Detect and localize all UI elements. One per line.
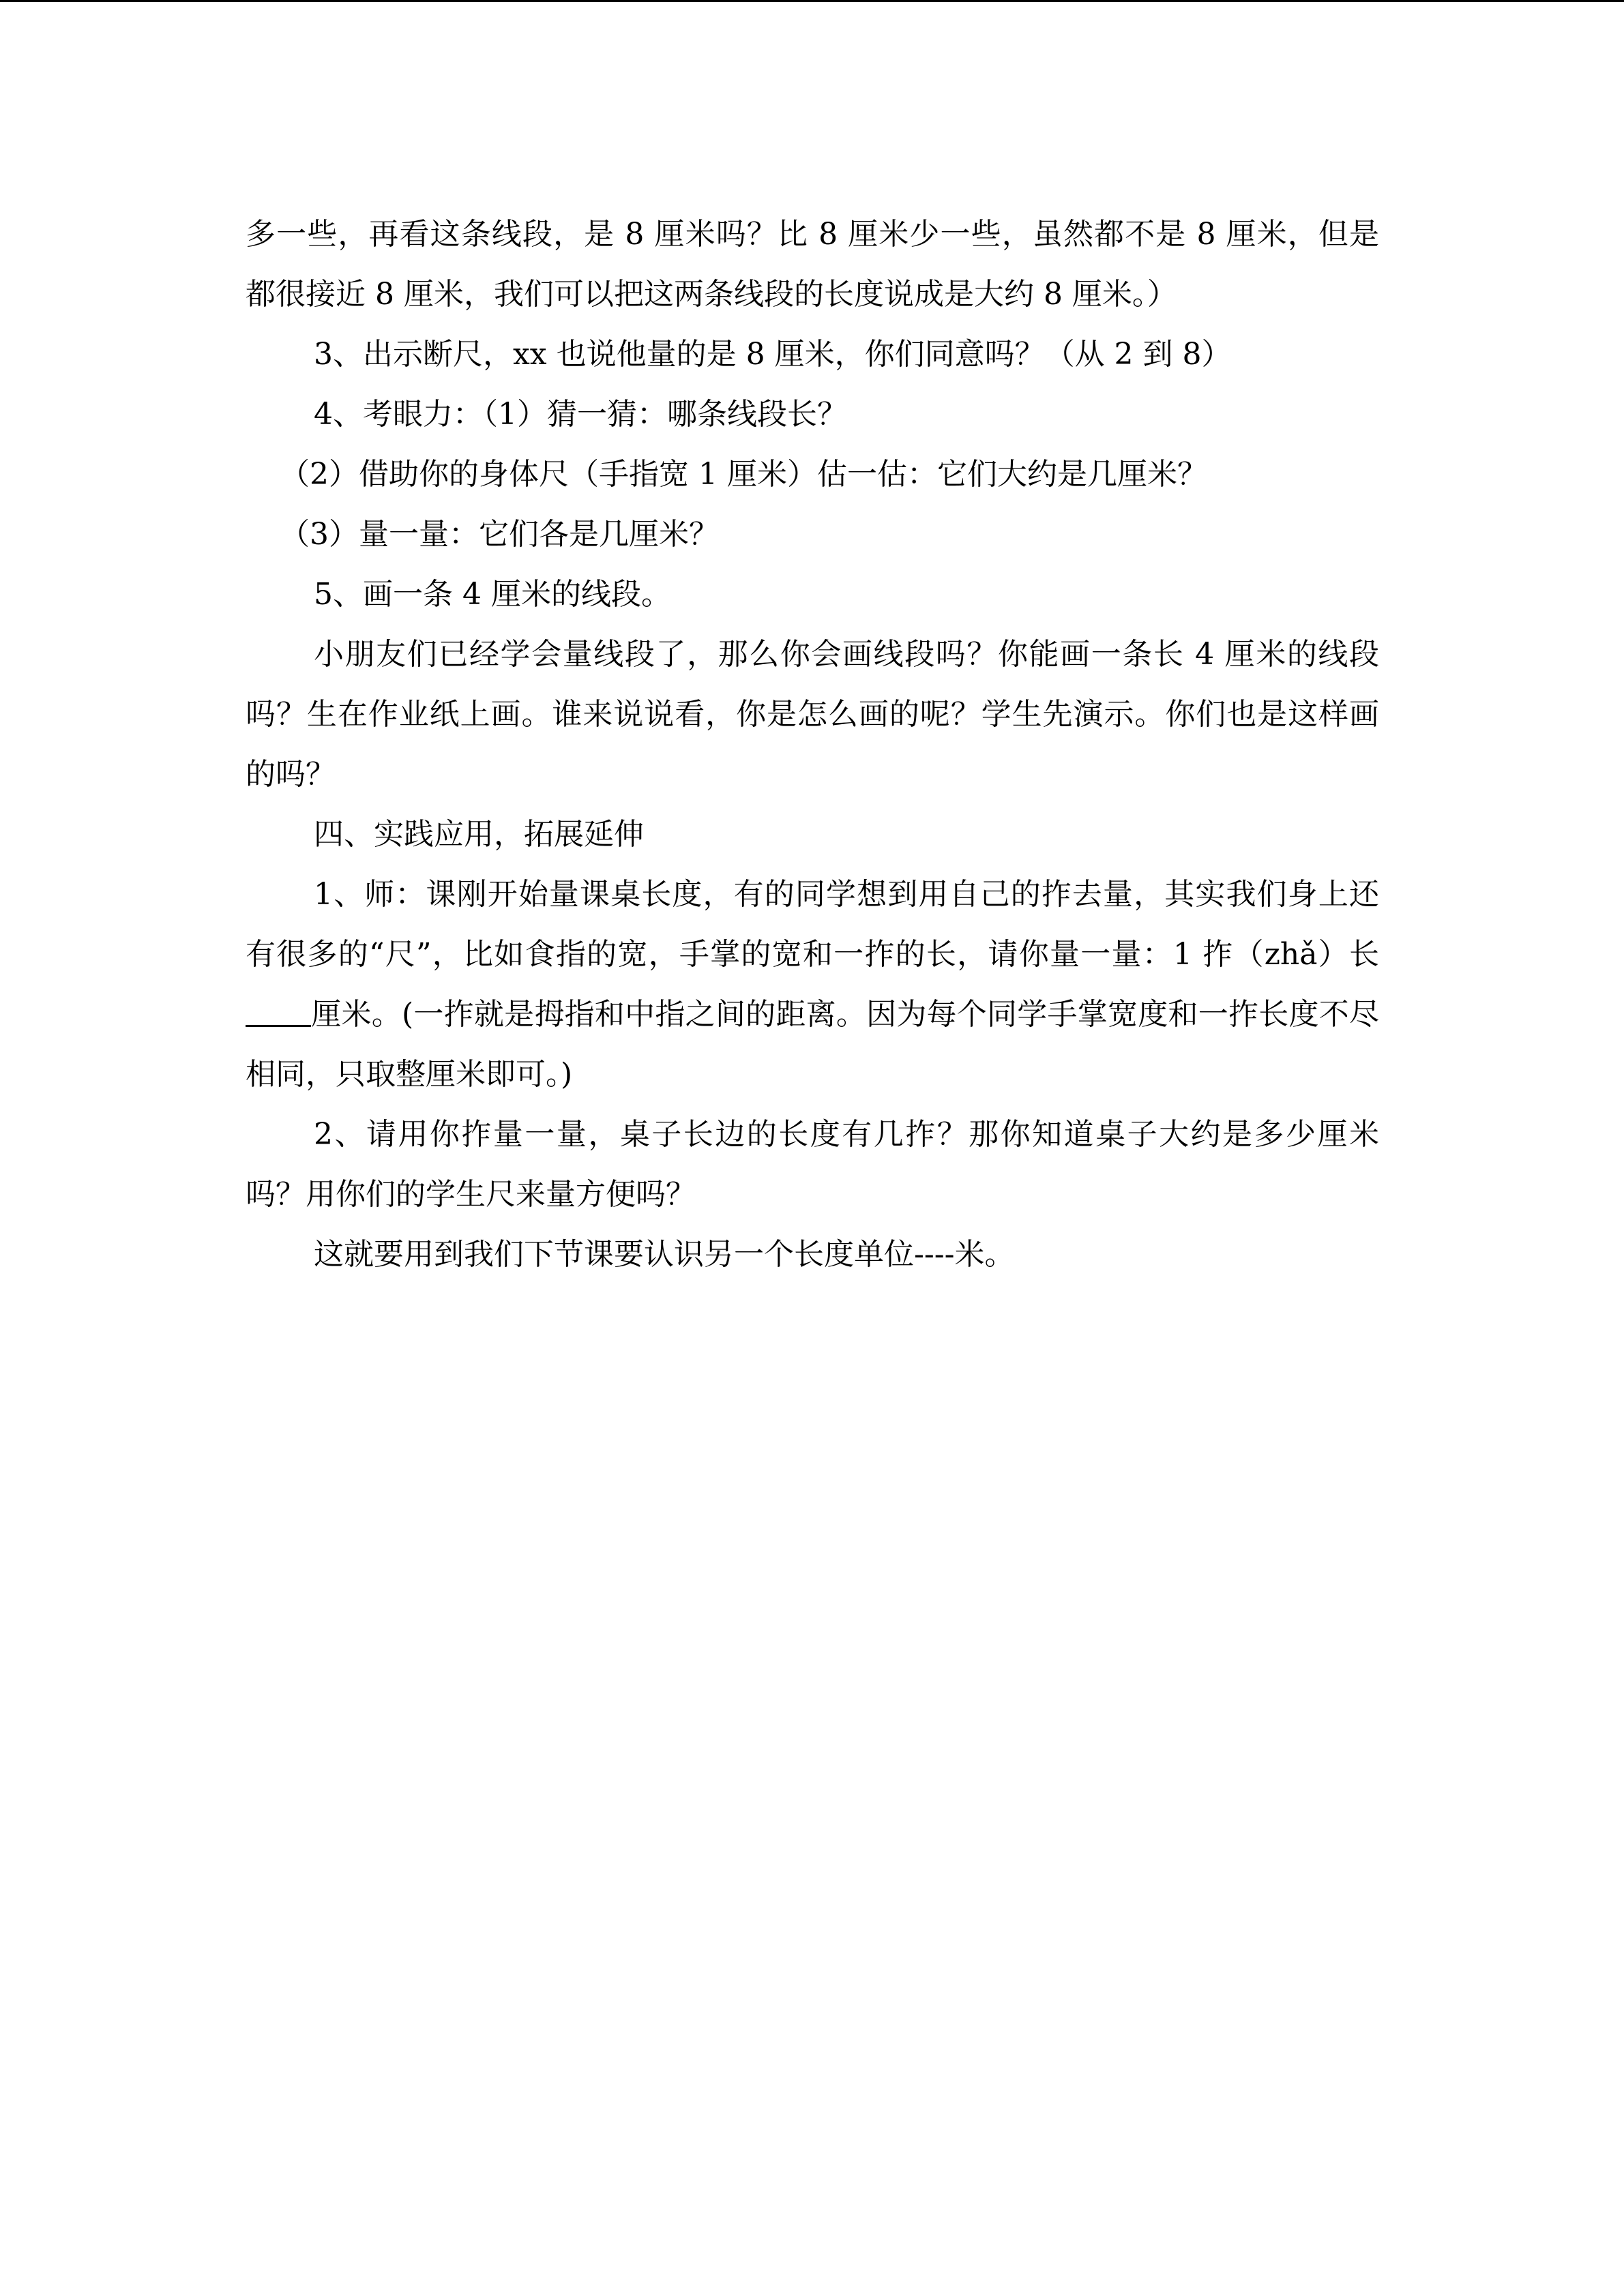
paragraph-draw-segment: 5、画一条 4 厘米的线段。 xyxy=(314,577,671,612)
paragraph-broken-ruler: 3、出示断尺，xx 也说他量的是 8 厘米，你们同意吗？（从 2 到 8） xyxy=(314,337,1232,372)
paragraph-draw-instructions: 小朋友们已经学会量线段了，那么你会画线段吗？你能画一条长 4 厘米的线段吗？生在作业纸上画。谁来说说看，你是怎么画的呢？学生先演示。你们也是这样画的吗？ xyxy=(246,637,1379,792)
paragraph-eye-test: 4、考眼力：（1）猜一猜：哪条线段长？ xyxy=(314,397,847,432)
page-top-border xyxy=(0,0,1624,2)
paragraph-measure: （3）量一量：它们各是几厘米？ xyxy=(280,517,719,552)
hand-span-text-before: 1、师：课刚开始量课桌长度，有的同学想到用自己的拃去量，其实我们身上还有很多的“尺”，比如食指的宽，手掌的宽和一拃的长，请你量一量：1 拃（zhǎ）长 xyxy=(246,877,1379,972)
section-heading-practice: 四、实践应用，拓展延伸 xyxy=(314,817,644,852)
paragraph-next-lesson: 这就要用到我们下节课要认识另一个长度单位----米。 xyxy=(314,1237,1015,1272)
paragraph-body-ruler-estimate: （2）借助你的身体尺（手指宽 1 厘米）估一估：它们大约是几厘米？ xyxy=(280,457,1207,492)
paragraph-desk-measure: 2、请用你拃量一量，桌子长边的长度有几拃？那你知道桌子大约是多少厘米吗？用你们的学生尺来量方便吗？ xyxy=(246,1117,1379,1212)
paragraph-continuation: 多一些，再看这条线段，是 8 厘米吗？比 8 厘米少一些，虽然都不是 8 厘米，但是都很接近 8 厘米，我们可以把这两条线段的长度说成是大约 8 厘米。） xyxy=(246,217,1379,312)
paragraph-hand-span xyxy=(246,865,1379,1105)
fill-in-blank xyxy=(246,995,311,1027)
document-body xyxy=(246,205,1379,1285)
hand-span-text-after: 厘米。(一拃就是拇指和中指之间的距离。因为每个同学手掌宽度和一拃长度不尽相同，只取整厘米即可。) xyxy=(246,997,1379,1092)
